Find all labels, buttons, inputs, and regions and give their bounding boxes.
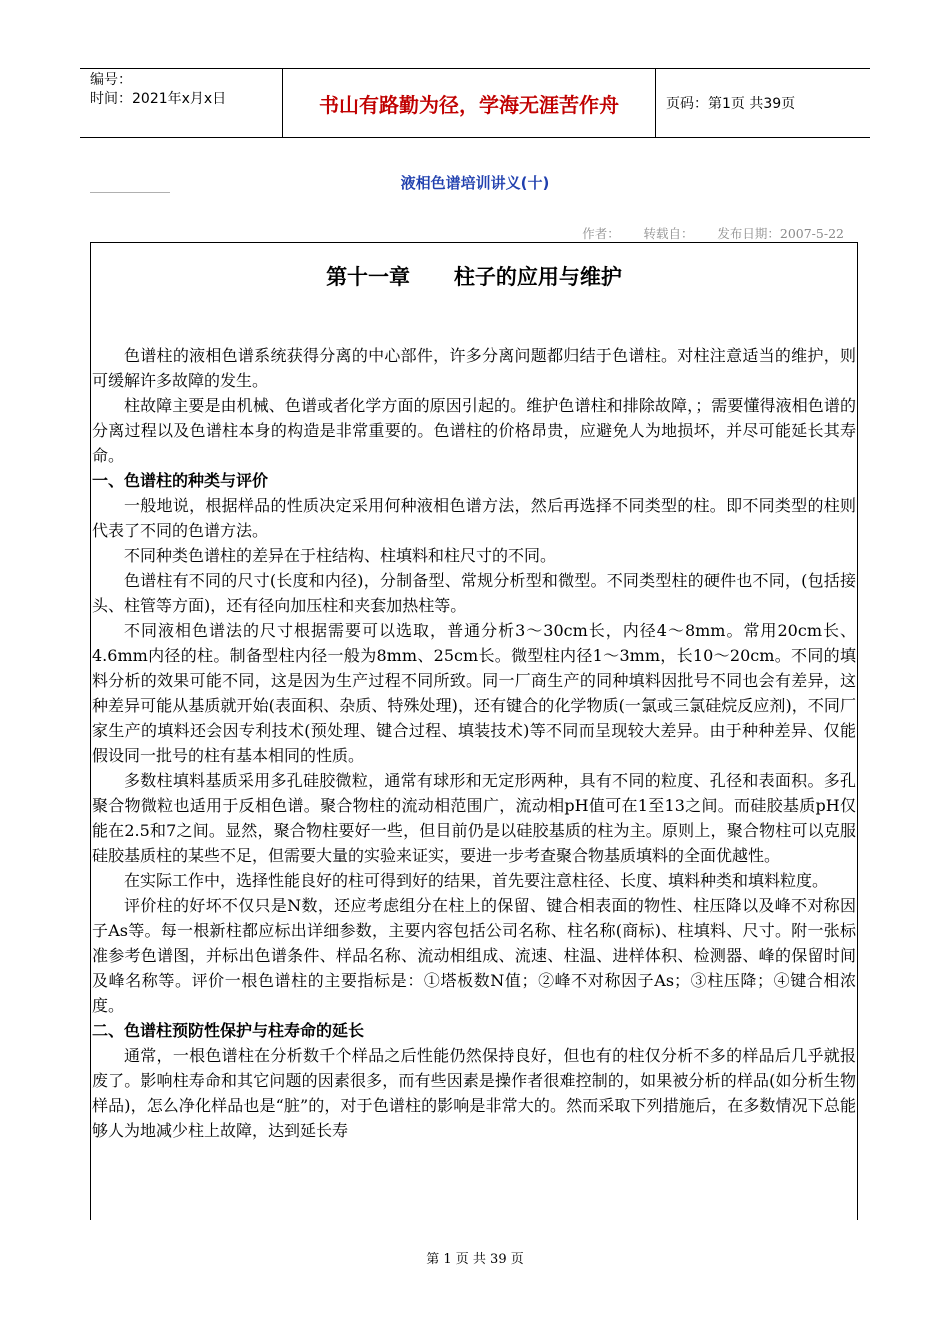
section-heading: 一、色谱柱的种类与评价 xyxy=(92,471,269,490)
header-left-cell xyxy=(80,69,282,137)
time-label: 时间：2021年x月x日 xyxy=(90,91,227,107)
paragraph: 不同液相色谱法的尺寸根据需要可以选取，普通分析3～30cm长，内径4～8mm。常用20cm长、4.6mm内径的柱。制备型柱内径一般为8mm、25cm长。微型柱内径1～3mm，长10～20cm。不同的填料分析的效果可能不同，这是因为生产过程不同所致。同一厂商生产的同种填料因批号不同也会有差异，这种差异可能从基质就开始(表面积、杂质、特殊处理)，还有键合的化学物质(一氯或三氯硅烷反应剂)，不同厂家生产的填料还会因专利技术(预处理、键合过程、填装技术)等不同而呈现较大差异。由于种种差异、仅能假设同一批号的柱有基本相同的性质。 xyxy=(92,621,856,765)
paragraph: 通常，一根色谱柱在分析数千个样品之后性能仍然保持良好，但也有的柱仅分析不多的样品后几乎就报废了。影响柱寿命和其它问题的因素很多，而有些因素是操作者很难控制的，如果被分析的样品(如分析生物样品)，怎么净化样品也是“脏”的，对于色谱柱的影响是非常大的。然而采取下列措施后，在多数情况下总能够人为地减少柱上故障，达到延长寿 xyxy=(92,1046,856,1140)
page-info: 页码：第1页 共39页 xyxy=(666,96,796,112)
chapter-title: 第十一章 柱子的应用与维护 xyxy=(326,265,622,289)
page-footer: 第 1 页 共 39 页 xyxy=(426,1252,524,1267)
paragraph: 不同种类色谱柱的差异在于柱结构、柱填料和柱尺寸的不同。 xyxy=(124,546,557,565)
header-table xyxy=(80,68,870,138)
motto: 书山有路勤为径，学海无涯苦作舟 xyxy=(282,69,656,137)
section-heading: 二、色谱柱预防性保护与柱寿命的延长 xyxy=(92,1021,365,1040)
paragraph: 一般地说，根据样品的性质决定采用何种液相色谱方法，然后再选择不同类型的柱。即不同类型的柱则代表了不同的色谱方法。 xyxy=(92,496,856,540)
meta-line: 作者： 转载自： 发布日期：2007-5-22 xyxy=(582,226,844,241)
paragraph: 多数柱填料基质采用多孔硅胶微粒，通常有球形和无定形两种，具有不同的粒度、孔径和表面积。多孔聚合物微粒也适用于反相色谱。聚合物柱的流动相范围广，流动相pH值可在1至13之间。而硅胶基质pH仅能在2.5和7之间。显然，聚合物柱要好一些，但目前仍是以硅胶基质的柱为主。原则上，聚合物柱可以克服硅胶基质柱的某些不足，但需要大量的实验来证实，要进一步考查聚合物基质填料的全面优越性。 xyxy=(92,771,856,865)
number-label: 编号： xyxy=(90,72,132,88)
paragraph: 柱故障主要是由机械、色谱或者化学方面的原因引起的。维护色谱柱和排除故障，；需要懂得液相色谱的分离过程以及色谱柱本身的构造是非常重要的。色谱柱的价格昂贵，应避免人为地损坏，并尽可能延长其寿命。 xyxy=(92,396,856,465)
body-text xyxy=(92,343,856,1143)
paragraph: 色谱柱的液相色谱系统获得分离的中心部件，许多分离问题都归结于色谱柱。对柱注意适当的维护，则可缓解许多故障的发生。 xyxy=(92,346,856,390)
paragraph: 评价柱的好坏不仅只是N数，还应考虑组分在柱上的保留、键合相表面的物性、柱压降以及峰不对称因子As等。每一根新柱都应标出详细参数，主要内容包括公司名称、柱名称(商标)、柱填料、尺寸。附一张标准参考色谱图，并标出色谱条件、样品名称、流动相组成、流速、柱温、进样体积、检测器、峰的保留时间及峰名称等。评价一根色谱柱的主要指标是：①塔板数N值；②峰不对称因子As；③柱压降；④键合相浓度。 xyxy=(92,896,856,1015)
paragraph: 在实际工作中，选择性能良好的柱可得到好的结果，首先要注意柱径、长度、填料种类和填料粒度。 xyxy=(124,871,829,890)
doc-title: 液相色谱培训讲义(十) xyxy=(400,174,550,192)
paragraph: 色谱柱有不同的尺寸(长度和内径)，分制备型、常规分析型和微型。不同类型柱的硬件也不同，(包括接头、柱管等方面)，还有径向加压柱和夹套加热柱等。 xyxy=(92,571,856,615)
content-box xyxy=(90,242,858,1220)
